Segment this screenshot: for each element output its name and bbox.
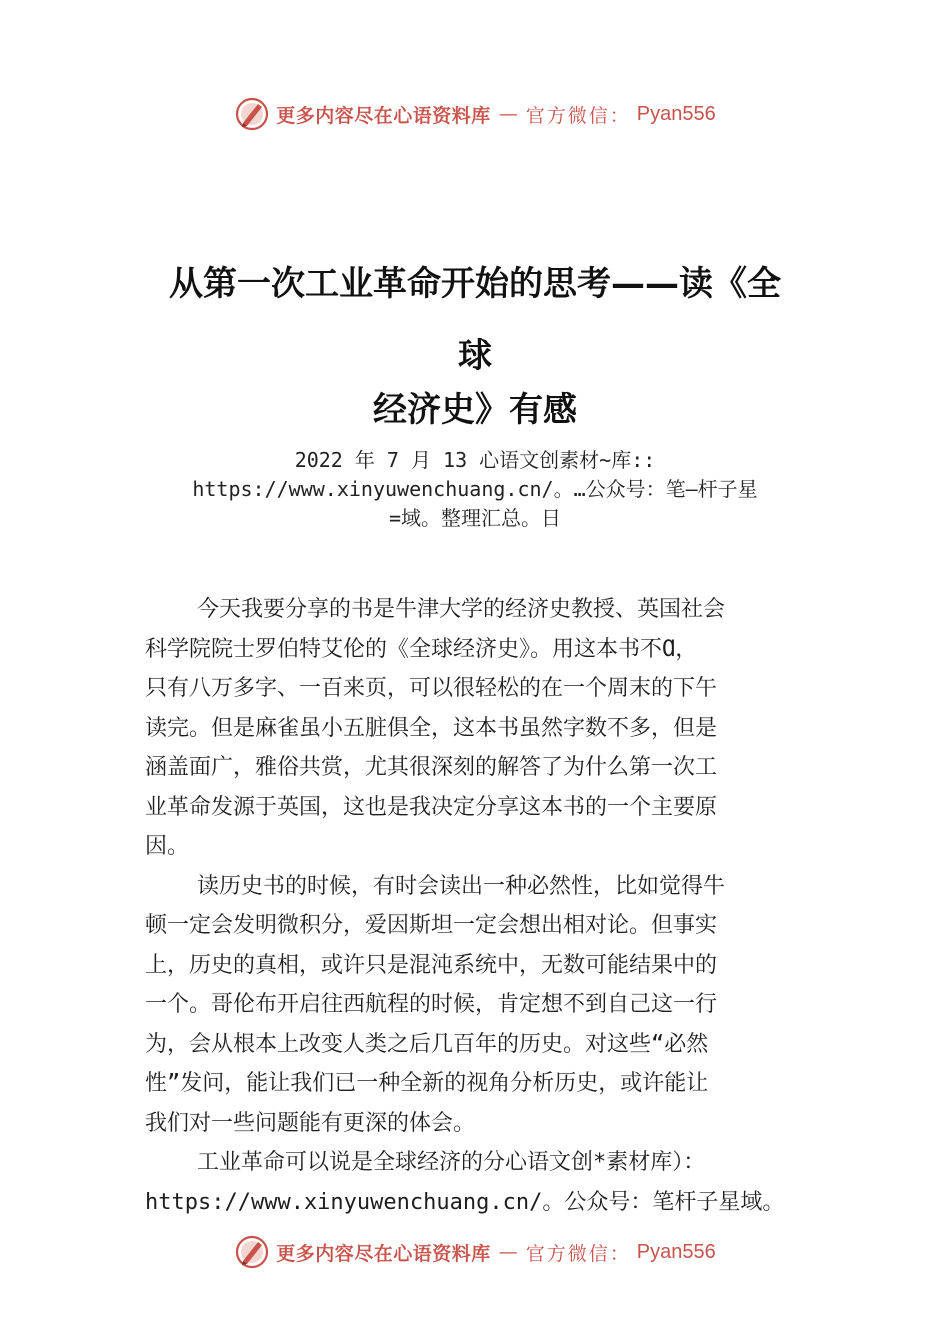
pen-circle-logo-icon [234,96,270,132]
paragraph-line: 只有八万多字、一百来页，可以很轻松的在一个周末的下午 [145,676,718,701]
banner-separator: — [498,1241,518,1263]
document-title-line-1: 从第一次工业革命开始的思考——读《全 [169,264,781,304]
paragraph-line: 涵盖面广，雅俗共赏，尤其很深刻的解答了为什么第一次工 [145,755,718,780]
paragraph-line: 因。 [145,834,190,859]
document-body [145,590,807,1222]
meta-line-date: 2022 年 7 月 13 心语文创素材~库:: [294,448,656,472]
document-title-line-3: 经济史》有感 [373,390,577,430]
document-title-line-2: 球 [458,336,492,376]
paragraph-line: 顿一定会发明微积分，爱因斯坦一定会想出相对论。但事实 [145,913,718,938]
banner-separator: — [498,103,518,125]
banner-wechat-label: 官方微信： [525,1242,631,1265]
meta-line-footer: =域。整理汇总。日 [388,506,562,530]
paragraph-line: 我们对一些问题能有更深的体会。 [145,1110,476,1136]
footer-watermark-banner [0,1232,950,1272]
paragraph-line: 上，历史的真相，或许只是混沌系统中，无数可能结果中的 [145,952,718,978]
paragraph-line: 业革命发源于英国，这也是我决定分享这本书的一个主要原 [145,794,718,820]
paragraph-line: https://www.xinyuwenchuang.cn/。公众号：笔杆子星域。 [145,1189,785,1215]
paragraph-line: 读完。但是麻雀虽小五脏俱全，这本书虽然字数不多，但是 [145,715,718,741]
paragraph-line: 科学院院士罗伯特艾伦的《全球经济史》。用这本书不Ɑ， [145,636,698,662]
banner-wechat-label: 官方微信： [525,104,631,127]
banner-main-text: 更多内容尽在心语资料库 [276,104,491,127]
banner-wechat-id: Pyan556 [636,102,716,125]
paragraph-3 [145,1143,807,1222]
paragraph-line: 为，会从根本上改变人类之后几百年的历史。对这些“必然 [145,1031,709,1057]
header-watermark-banner [0,94,950,134]
banner-main-text: 更多内容尽在心语资料库 [276,1242,491,1265]
paragraph-line: 工业革命可以说是全球经济的分心语文创*素材库）： [197,1150,706,1175]
paragraph-line: 一个。哥伦布开启往西航程的时候，肯定想不到自己这一行 [145,992,718,1017]
banner-wechat-id: Pyan556 [636,1240,716,1263]
paragraph-1 [145,590,807,867]
paragraph-line: 读历史书的时候，有时会读出一种必然性，比如觉得牛 [197,873,726,899]
paragraph-line: 今天我要分享的书是牛津大学的经济史教授、英国社会 [197,597,726,622]
paragraph-line: 性”发问，能让我们已一种全新的视角分析历史，或许能让 [145,1071,709,1096]
pen-circle-logo-icon [234,1234,270,1270]
paragraph-2 [145,867,807,1144]
meta-line-url: https://www.xinyuwenchuang.cn/。…公众号：笔—杆子星 [192,477,758,501]
